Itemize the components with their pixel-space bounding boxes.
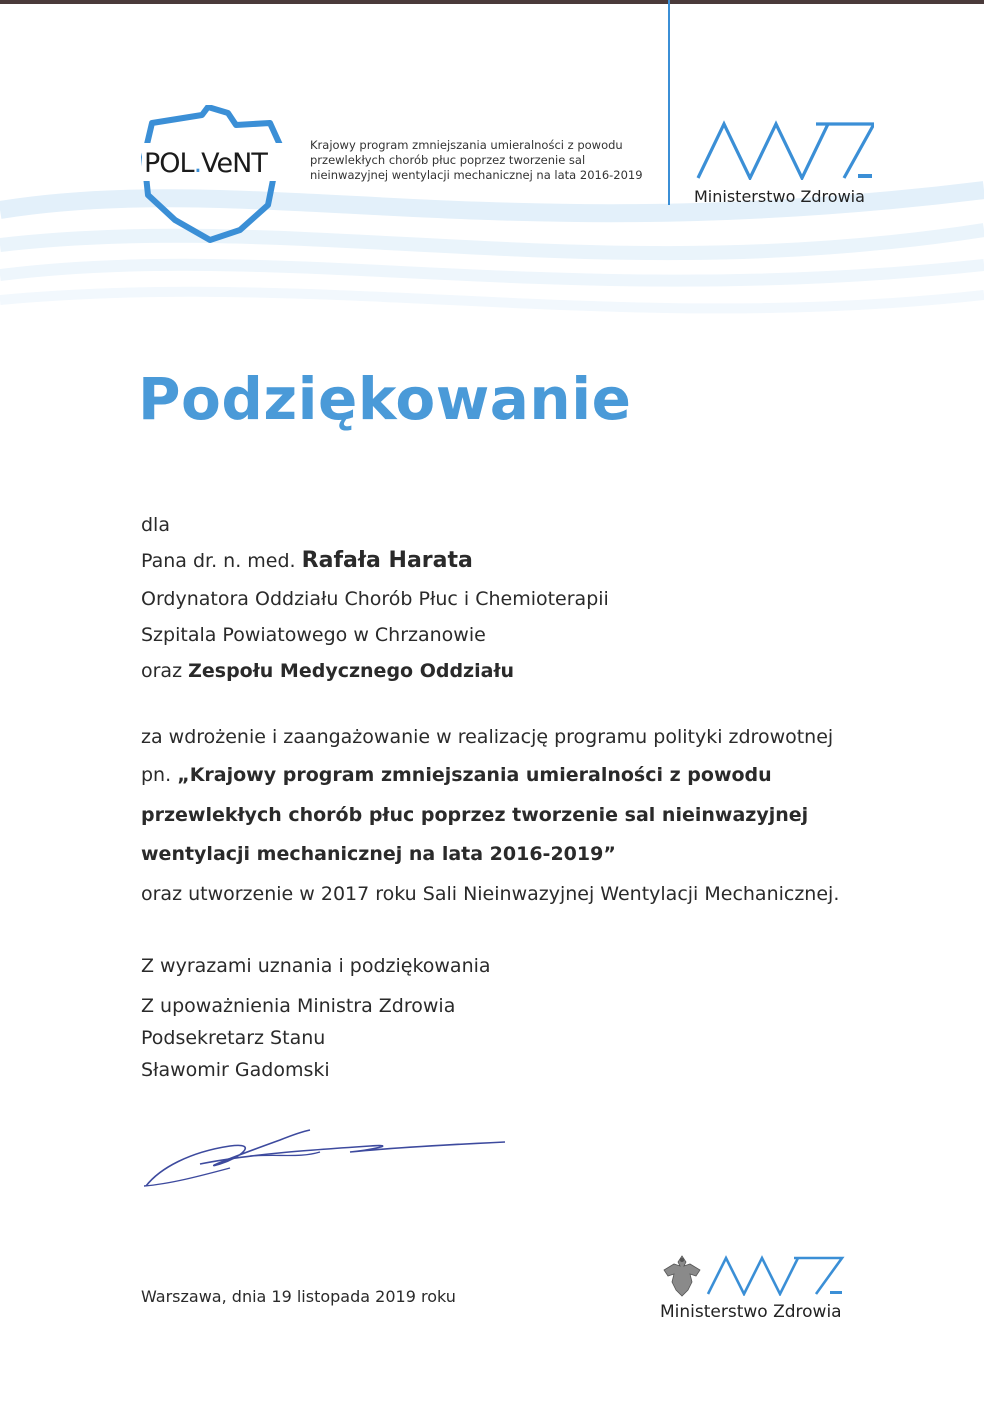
closing-role: Podsekretarz Stanu [141,1027,326,1049]
program-line: Krajowy program zmniejszania umieralności z powodu [310,138,623,152]
reason-line-1: za wdrożenie i zaangażowanie w realizację programu polityki zdrowotnej [141,726,834,748]
reason-line-last: oraz utworzenie w 2017 roku Sali Nieinwazyjnej Wentylacji Mechanicznej. [141,883,840,905]
date-line: Warszawa, dnia 19 listopada 2019 roku [141,1287,456,1306]
reason-prefix: pn. [141,764,172,786]
program-name-part-3: wentylacji mechanicznej na lata 2016-2019” [141,843,616,865]
handwritten-signature [140,1128,510,1193]
recipient-name: Rafała Harata [301,548,473,573]
program-name-part-1: „Krajowy program zmniejszania umieralności z powodu [177,764,772,786]
closing-signer: Sławomir Gadomski [141,1059,330,1081]
program-line: nieinwazyjnej wentylacji mechanicznej na lata 2016-2019 [310,168,643,182]
polvent-wordmark: POL.VeNT [144,148,267,179]
program-description [310,138,643,183]
team-line [141,660,514,682]
ministry-logo [694,118,874,180]
program-line: przewlekłych chorób płuc poprzez tworzenie sal [310,153,586,167]
ministry-name-footer: Ministerstwo Zdrowia [660,1302,842,1322]
eagle-emblem-icon [660,1252,704,1300]
header-divider [668,0,670,205]
recipient-line [141,548,473,573]
reason-program-line-1 [141,764,772,786]
team-name: Zespołu Medycznego Oddziału [188,660,515,682]
salutation: Pana dr. n. med. [141,550,296,572]
recipient-position: Ordynatora Oddziału Chorób Płuc i Chemioterapii [141,588,609,610]
for-word: dla [141,514,170,536]
reason-program-line-3 [141,843,616,865]
top-edge-line [0,0,984,4]
reason-program-line-2 [141,804,808,826]
ministry-logo-footer [706,1254,846,1296]
closing-authority: Z upoważnienia Ministra Zdrowia [141,995,456,1017]
program-name-part-2: przewlekłych chorób płuc poprzez tworzenie sal nieinwazyjnej [141,804,809,826]
ministry-name: Ministerstwo Zdrowia [694,187,865,206]
recipient-hospital: Szpitala Powiatowego w Chrzanowie [141,624,486,646]
closing-regards: Z wyrazami uznania i podziękowania [141,955,491,977]
page-title: Podziękowanie [138,365,632,433]
and-word: oraz [141,660,183,682]
